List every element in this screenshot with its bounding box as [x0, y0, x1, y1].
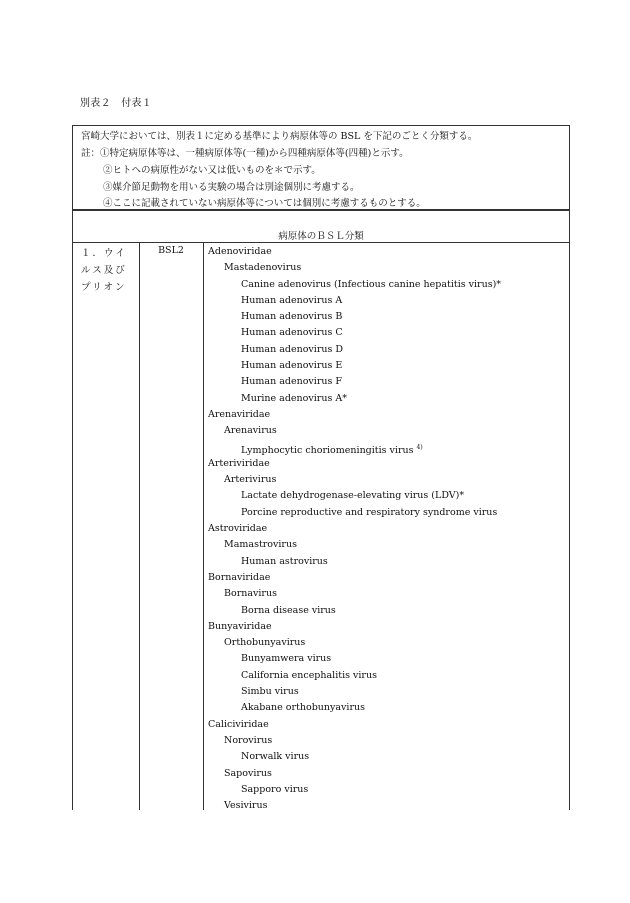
- pathogen-label: Norovirus: [224, 734, 273, 746]
- species-name: [208, 325, 501, 341]
- note-line: ②ヒトへの病原性がない又は低いものを＊で示す。: [103, 165, 321, 176]
- pathogen-label: Bornavirus: [224, 588, 277, 600]
- pathogen-label: California encephalitis virus: [241, 669, 377, 681]
- pathogen-label: Orthobunyavirus: [224, 637, 306, 649]
- pathogen-label: Bunyaviridae: [208, 620, 272, 632]
- pathogen-label: Borna disease virus: [241, 604, 336, 616]
- family-name: [208, 717, 501, 733]
- species-name: [208, 309, 501, 325]
- family-name: [208, 407, 501, 423]
- pathogen-list: [208, 244, 501, 814]
- genus-name: [208, 537, 501, 553]
- family-name: [208, 570, 501, 586]
- pathogen-label: Lymphocytic choriomeningitis virus: [241, 444, 414, 456]
- genus-name: [208, 635, 501, 651]
- pathogen-label: Human adenovirus A: [241, 294, 343, 306]
- species-name: [208, 684, 501, 700]
- genus-name: [208, 733, 501, 749]
- pathogen-label: Human adenovirus B: [241, 311, 343, 323]
- table-divider: [73, 242, 569, 243]
- species-name: [208, 554, 501, 570]
- pathogen-label: Canine adenovirus (Infectious canine hepatitis virus)*: [241, 278, 502, 290]
- pathogen-label: Arenavirus: [224, 425, 277, 437]
- genus-name: [208, 586, 501, 602]
- family-name: [208, 456, 501, 472]
- pathogen-label: Bornaviridae: [208, 571, 271, 583]
- note-line: ④ここに記載されていない病原体等については個別に考慮するものとする。: [103, 198, 426, 209]
- pathogen-label: Human adenovirus C: [241, 327, 343, 339]
- pathogen-label: Human adenovirus F: [241, 376, 342, 388]
- species-name: [208, 488, 501, 504]
- bsl-level-cell: BSL2: [158, 245, 184, 256]
- pathogen-label: Mastadenovirus: [224, 262, 302, 274]
- pathogen-label: Vesivirus: [224, 800, 268, 812]
- species-name: [208, 277, 501, 293]
- pathogen-label: Adenoviridae: [208, 246, 272, 257]
- pathogen-label: Mamastrovirus: [224, 539, 297, 551]
- pathogen-label: Sapovirus: [224, 767, 272, 779]
- pathogen-label: Arteriviridae: [208, 457, 270, 469]
- intro-line: 宮崎大学においては、別表１に定める基準により病原体等の BSL を下記のごとく分類する。: [81, 131, 478, 142]
- family-name: [208, 521, 501, 537]
- pathogen-label: Arterivirus: [224, 474, 277, 486]
- note-line: 註：①特定病原体等は、一種病原体等(一種)から四種病原体等(四種)と示す。: [81, 148, 409, 159]
- pathogen-label: Human adenovirus D: [241, 343, 343, 355]
- pathogen-label: Simbu virus: [241, 686, 299, 698]
- pathogen-label: Human astrovirus: [241, 555, 328, 567]
- species-name: [208, 651, 501, 667]
- page-heading: 別表２ 付表１: [80, 98, 153, 109]
- species-name: [208, 700, 501, 716]
- genus-name: [208, 472, 501, 488]
- pathogen-label: Norwalk virus: [241, 751, 310, 763]
- pathogen-label: Sapporo virus: [241, 783, 309, 795]
- species-name: [208, 749, 501, 765]
- pathogen-label: Murine adenovirus A*: [241, 392, 347, 404]
- genus-name: [208, 766, 501, 782]
- species-name: [208, 342, 501, 358]
- species-name: [208, 391, 501, 407]
- family-name: [208, 244, 501, 260]
- pathogen-label: Astroviridae: [208, 523, 268, 535]
- column-divider: [203, 242, 204, 810]
- genus-name: [208, 423, 501, 439]
- genus-name: [208, 260, 501, 276]
- species-name: [208, 603, 501, 619]
- species-name: [208, 358, 501, 374]
- pathogen-label: Lactate dehydrogenase-elevating virus (LDV)*: [241, 490, 465, 502]
- family-name: [208, 619, 501, 635]
- note-line: ③媒介節足動物を用いる実験の場合は別途個別に考慮する。: [103, 182, 360, 193]
- footnote-marker: 4): [416, 443, 423, 451]
- category-cell: １．ウイルス及びプリオン: [81, 248, 127, 293]
- species-name: [208, 293, 501, 309]
- bsl-classification-table: [72, 210, 570, 810]
- intro-notes-box: [72, 125, 570, 210]
- species-name: [208, 782, 501, 798]
- pathogen-label: Akabane orthobunyavirus: [241, 702, 365, 714]
- table-title: 病原体のＢＳＬ分類: [278, 231, 364, 242]
- pathogen-label: Human adenovirus E: [241, 360, 343, 372]
- pathogen-label: Porcine reproductive and respiratory syndrome virus: [241, 506, 498, 518]
- species-name: [208, 505, 501, 521]
- species-name: [208, 374, 501, 390]
- pathogen-label: Caliciviridae: [208, 718, 269, 730]
- genus-name: [208, 798, 501, 814]
- species-name: [208, 668, 501, 684]
- pathogen-label: Arenaviridae: [208, 408, 271, 420]
- pathogen-label: Bunyamwera virus: [241, 653, 332, 665]
- species-name: [208, 440, 501, 456]
- column-divider: [139, 242, 140, 810]
